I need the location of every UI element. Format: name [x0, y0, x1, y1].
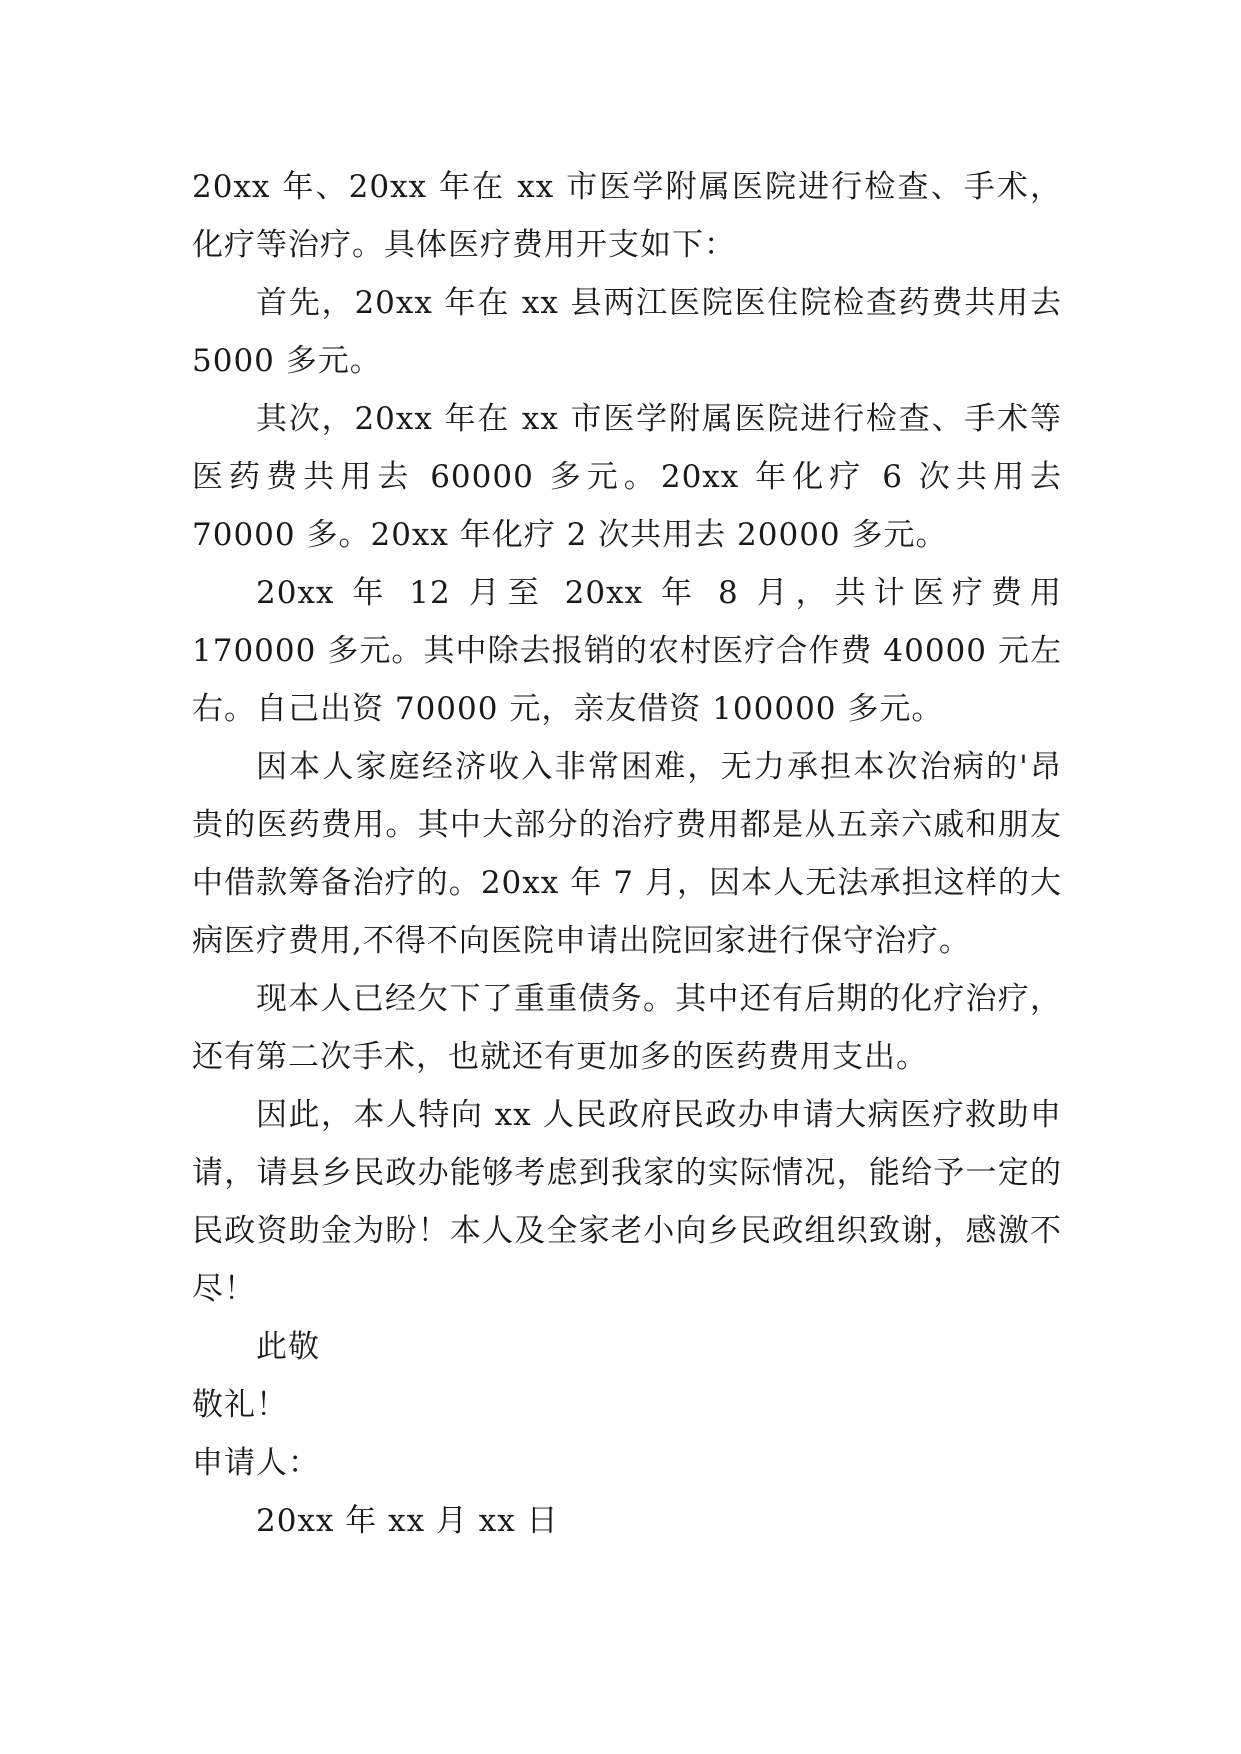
paragraph-intro: 20xx 年、20xx 年在 xx 市医学附属医院进行检查、手术，化疗等治疗。具体医疗费用开支如下：	[192, 169, 1062, 263]
paragraph-total-expense: 20xx 年 12 月至 20xx 年 8 月，共计医疗费用 170000 多元。其中除去报销的农村医疗合作费 40000 元左右。自己出资 70000 元，亲友借资 100000 多元。	[192, 575, 1062, 727]
closing-salute: 敬礼！	[192, 1387, 288, 1423]
letter-body	[192, 158, 1062, 1550]
closing-respectfully: 此敬	[256, 1329, 320, 1365]
paragraph-second-expense: 其次，20xx 年在 xx 市医学附属医院进行检查、手术等医药费共用去 60000 多元。20xx 年化疗 6 次共用去 70000 多。20xx 年化疗 2 次共用去 20000 多元。	[192, 401, 1062, 553]
letter-date: 20xx 年 xx 月 xx 日	[256, 1503, 559, 1539]
paragraph-first-expense: 首先，20xx 年在 xx 县两江医院医住院检查药费共用去5000 多元。	[192, 285, 1062, 379]
paragraph-hardship: 因本人家庭经济收入非常困难，无力承担本次治病的'昂贵的医药费用。其中大部分的治疗费用都是从五亲六戚和朋友中借款筹备治疗的。20xx 年 7 月，因本人无法承担这样的大病医疗费用,不得不向医院申请出院回家进行保守治疗。	[192, 749, 1062, 959]
applicant-label: 申请人：	[192, 1445, 320, 1481]
paragraph-request: 因此，本人特向 xx 人民政府民政办申请大病医疗救助申请，请县乡民政办能够考虑到我家的实际情况，能给予一定的民政资助金为盼！本人及全家老小向乡民政组织致谢，感激不尽！	[192, 1097, 1062, 1307]
paragraph-debt: 现本人已经欠下了重重债务。其中还有后期的化疗治疗，还有第二次手术，也就还有更加多的医药费用支出。	[192, 981, 1062, 1075]
